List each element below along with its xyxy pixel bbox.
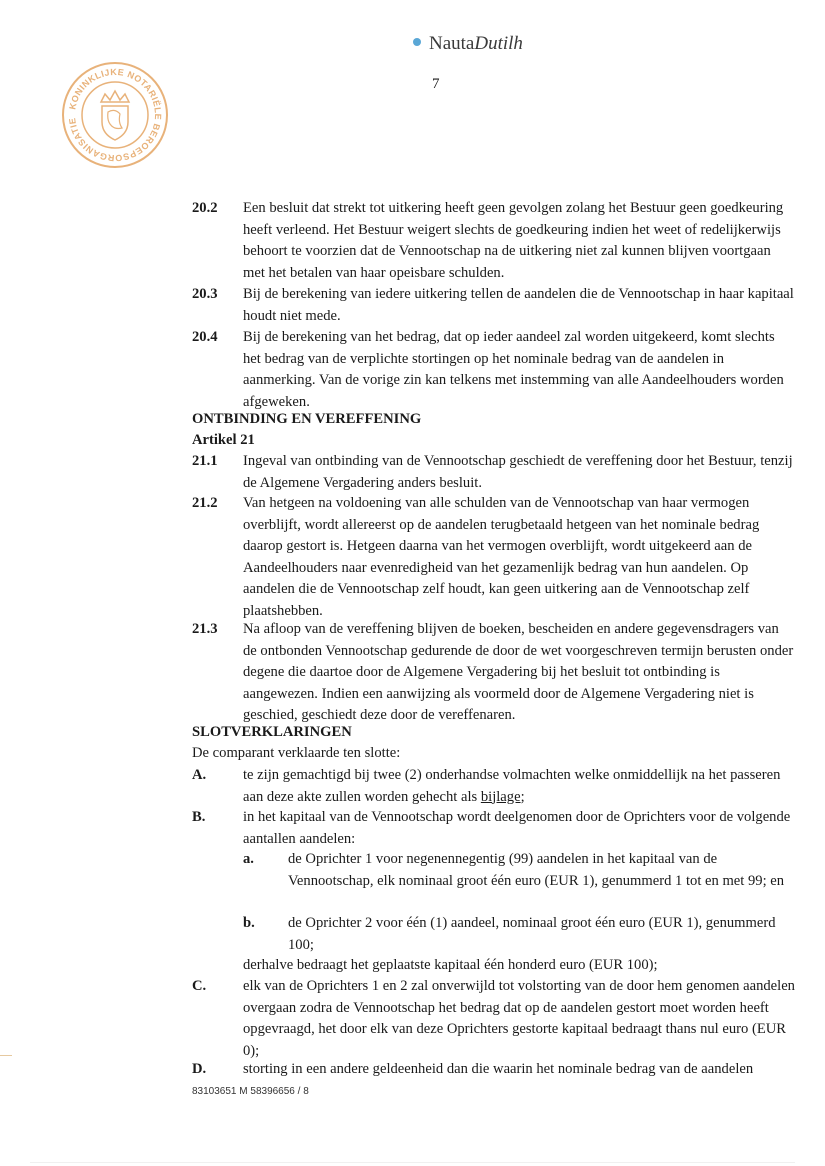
section-20-4-text: Bij de berekening van het bedrag, dat op ieder aandeel zal worden uitgekeerd, komt slechts het bedrag van de verplichte stortingen op het nominale bedrag van de aandelen in aanmerking. Van de vorige zin kan telkens met instemming van alle Aandeelhouders worden afgeweken. (243, 329, 784, 410)
clause-b-b-text: de Oprichter 2 voor één (1) aandeel, nominaal groot één euro (EUR 1), genummerd 100; (288, 915, 776, 953)
clause-a-bijlage: bijlage (480, 788, 521, 805)
clause-d-label: D. (192, 1061, 207, 1077)
clause-b-a-label: a. (243, 851, 254, 867)
clause-c-text: elk van de Oprichters 1 en 2 zal onverwijld tot volstorting van de door hem genomen aandelen overgaan zodra de Vennootschap het bedrag dat op de aandelen gestort moet worden heeft opgevraagd, het door elk van deze Oprichters gestorte kapitaal bedraagt thans nul euro (EUR 0); (243, 978, 795, 1059)
section-20-2-number: 20.2 (192, 200, 218, 216)
brand-name-part2: Dutilh (474, 33, 523, 54)
section-21-3-number: 21.3 (192, 621, 218, 637)
notary-seal-icon (60, 60, 170, 170)
page-number: 7 (432, 76, 440, 92)
clause-a-end: ; (520, 788, 525, 805)
clause-a-label: A. (192, 767, 207, 783)
heading-ontbinding: ONTBINDING EN VEREFFENING (192, 411, 422, 427)
clause-b-label: B. (192, 809, 206, 825)
section-21-3-text: Na afloop van de vereffening blijven de boeken, bescheiden en andere gegevensdragers van de ontbonden Vennootschap gedurende de door de wet voorgeschreven termijn berusten onder degene die daartoe door de Algemene Vergadering bij het besluit tot ontbinding is aangewezen. Indien een aanwijzing als voormeld door de Algemene Vergadering niet is geschied, geschiedt deze door de vereffenaren. (243, 621, 794, 723)
section-21-1-number: 21.1 (192, 453, 218, 469)
section-21-1-text: Ingeval van ontbinding van de Vennootschap geschiedt de vereffening door het Bestuur, tenzij de Algemene Vergadering anders besluit. (243, 453, 793, 491)
section-20-3-text: Bij de berekening van iedere uitkering tellen de aandelen die de Vennootschap in haar kapitaal houdt niet mede. (243, 286, 794, 324)
brand-logo (413, 33, 523, 55)
clause-d-text: storting in een andere geldeenheid dan die waarin het nominale bedrag van de aandelen (243, 1061, 754, 1077)
section-20-2-text: Een besluit dat strekt tot uitkering heeft geen gevolgen zolang het Bestuur geen goedkeuring heeft verleend. Het Bestuur weigert slechts de goedkeuring indien het weet of redelijkerwijs behoort te voorzien dat de Vennootschap na de uitkering niet zal kunnen blijven voortgaan met het betalen van haar opeisbare schulden. (243, 200, 784, 281)
brand-dot-icon (413, 38, 421, 46)
document-reference: 83103651 M 58396656 / 8 (192, 1086, 309, 1097)
heading-artikel-21: Artikel 21 (192, 432, 255, 448)
clause-c-label: C. (192, 978, 207, 994)
page-bottom-edge (30, 1162, 795, 1163)
clause-b-text: in het kapitaal van de Vennootschap wordt deelgenomen door de Oprichters voor de volgende aantallen aandelen: (243, 809, 791, 847)
section-21-2-number: 21.2 (192, 495, 218, 511)
svg-text:KONINKLIJKE NOTARIËLE BEROEPSO: KONINKLIJKE NOTARIËLE BEROEPSORGANISATIE (67, 66, 164, 164)
section-21-2-text: Van hetgeen na voldoening van alle schulden van de Vennootschap van haar vermogen overblijft, wordt allereerst op de aandelen terugbetaald hetgeen van het nominale bedrag daarop gestort is. Hetgeen daarna van het vermogen overblijft, wordt uitgekeerd aan de Aandeelhouders naar evenredigheid van het gezamenlijk bedrag van hun aandelen. Op aandelen die de Vennootschap zelf houdt, kan geen uitkering aan de Vennootschap zelf plaatshebben. (243, 495, 760, 619)
clause-b-conclusion: derhalve bedraagt het geplaatste kapitaal één honderd euro (EUR 100); (243, 957, 658, 973)
clause-a-body: te zijn gemachtigd bij twee (2) onderhandse volmachten welke onmiddellijk na het passeren aan deze akte zullen worden gehecht als (243, 767, 781, 805)
section-20-3-number: 20.3 (192, 286, 218, 302)
heading-slotverklaringen: SLOTVERKLARINGEN (192, 724, 352, 740)
clause-b-b-label: b. (243, 915, 255, 931)
margin-mark (0, 1055, 12, 1056)
intro-text: De comparant verklaarde ten slotte: (192, 745, 401, 761)
brand-name-part1: Nauta (429, 33, 475, 54)
clause-b-a-text: de Oprichter 1 voor negenennegentig (99) aandelen in het kapitaal van de Vennootschap, elk nominaal groot één euro (EUR 1), genummerd 1 tot en met 99; en (288, 851, 785, 889)
clause-a-text (243, 765, 795, 808)
section-20-4-number: 20.4 (192, 329, 218, 345)
